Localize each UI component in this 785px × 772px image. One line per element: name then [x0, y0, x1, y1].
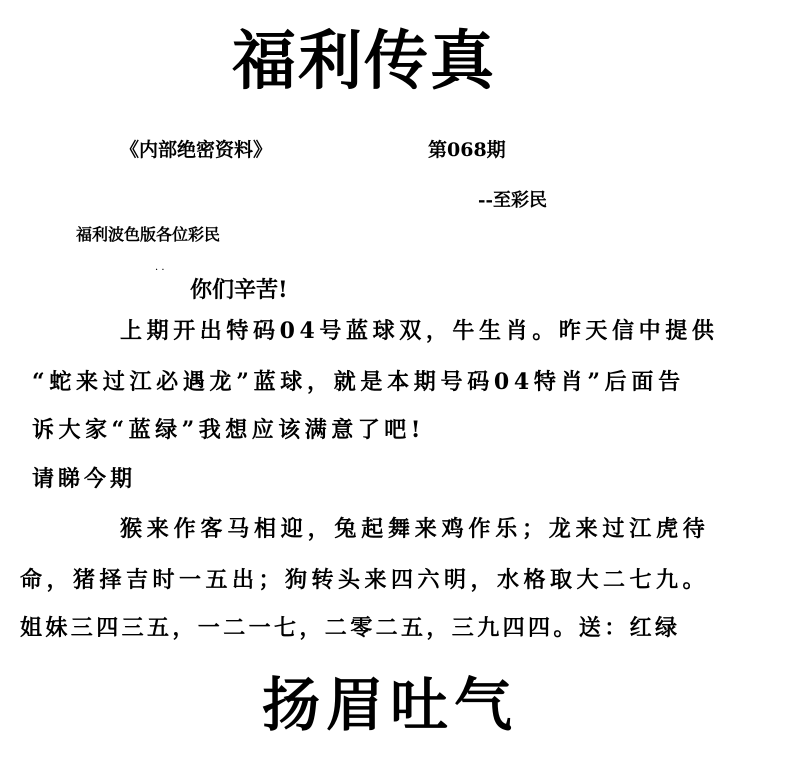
paragraph-3-line-1: 猴来作客马相迎，兔起舞来鸡作乐；龙来过江虎待	[120, 516, 710, 542]
paragraph-1-line-2: “蛇来过江必遇龙”蓝球，就是本期号码04特肖”后面告	[32, 369, 685, 395]
issue-number: 第068期	[428, 139, 506, 161]
paragraph-1-line-1: 上期开出特码04号蓝球双，牛生肖。昨天信中提供	[120, 318, 719, 344]
document-subtitle: 《内部绝密资料》	[120, 139, 273, 161]
recipient-line: 福利波色版各位彩民	[76, 225, 221, 244]
greeting: 你们辛苦!	[190, 277, 288, 303]
sender-line: --至彩民	[478, 190, 547, 211]
paragraph-1-line-3: 诉大家“蓝绿”我想应该满意了吧!	[32, 417, 425, 443]
document-title: 福利传真	[232, 24, 496, 99]
paragraph-2-label: 请睇今期	[32, 466, 137, 492]
paragraph-3-line-2: 命，猪择吉时一五出；狗转头来四六明，水格取大二七九。	[20, 567, 710, 593]
closing-slogan: 扬眉吐气	[262, 671, 519, 739]
paragraph-3-line-3: 姐妹三四三五，一二一七，二零二五，三九四四。送：红绿	[20, 615, 681, 641]
decorative-dots: · ·	[155, 265, 165, 276]
